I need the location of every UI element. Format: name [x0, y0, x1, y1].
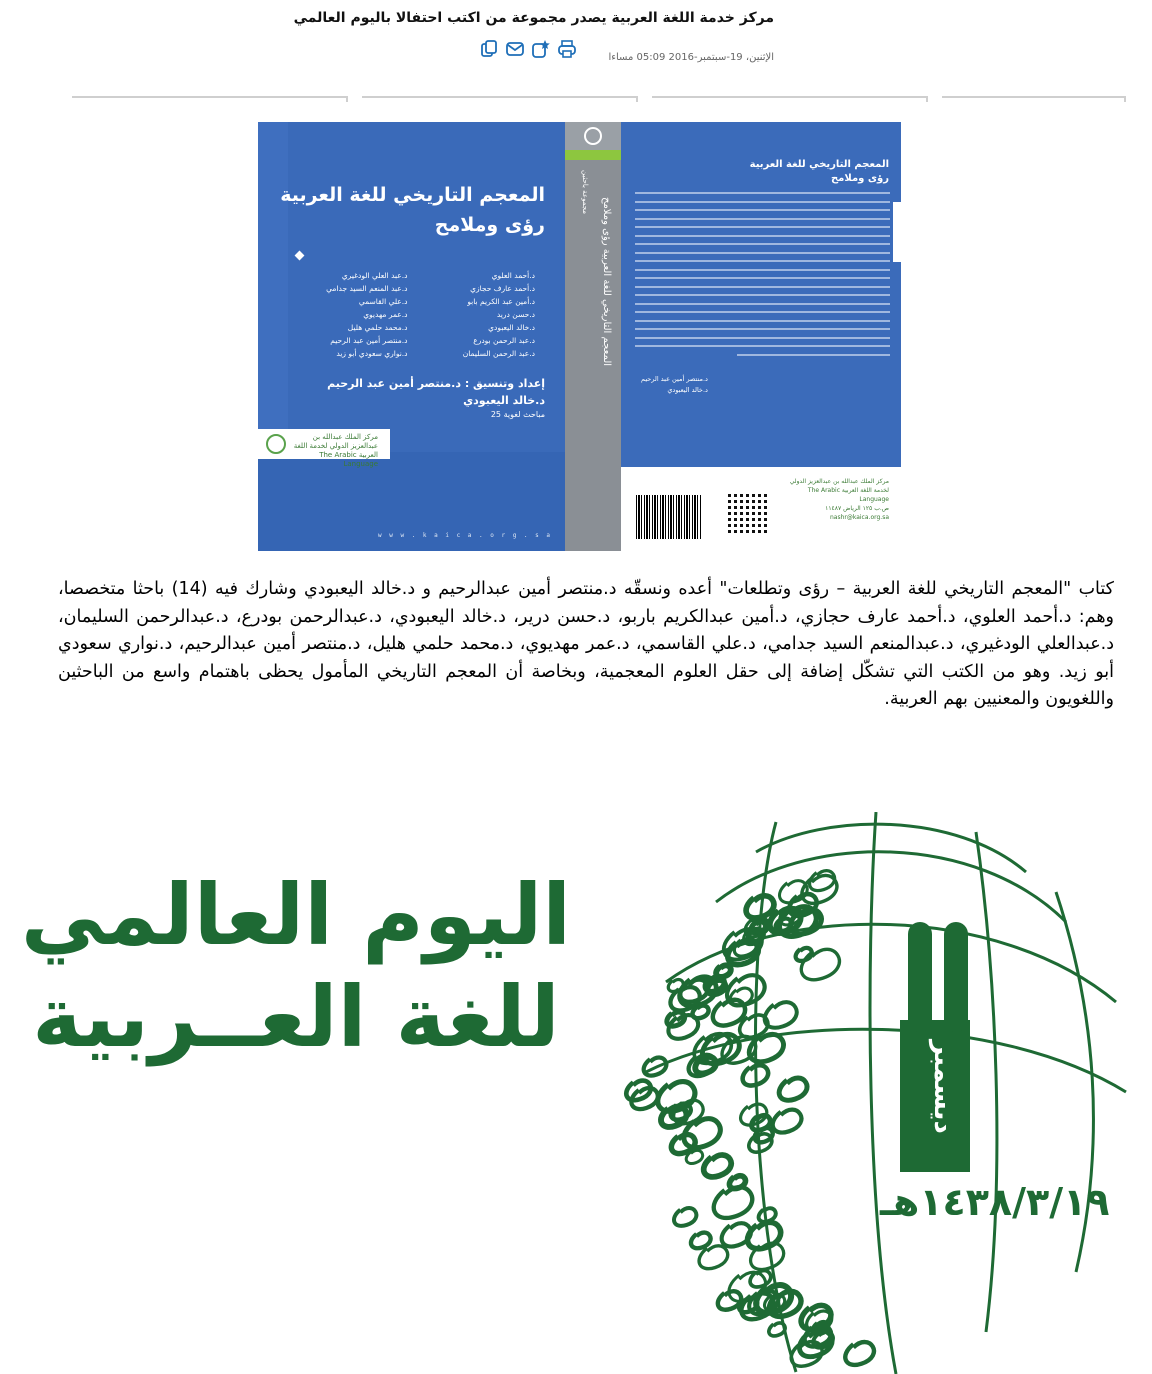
article-title: مركز خدمة اللغة العربية يصدر مجموعة من اكتب احتفالا باليوم العالمي [293, 10, 774, 26]
back-blurb-text [635, 192, 890, 362]
bookmark-button[interactable] [530, 38, 552, 60]
calligraphy-swirl [699, 1246, 728, 1269]
article-date: الإثنين، 19-سبتمبر-2016 05:09 مساءا [608, 52, 774, 63]
calligraphy-swirl [801, 949, 839, 979]
contributors-list: د.أحمد العلوي د.عبد العلي الودغيري د.أحمد عارف حجازي د.عبد المنعم السيد جدامي د.أمين عبد الكريم بابو د.علي القاسمي د.حسن دريد د.عمر مهديوي د.خالد اليعبودي د.محمد حلمي هليل د.عبد الرحمن بودرع د.منتصر أمين عبد الرحيم د.عبد الرحمن السليمان د.نواري سعودي أبو زيد [326, 271, 535, 358]
calligraphy-swirl [746, 896, 774, 918]
calligraphy-globe-icon [596, 812, 1130, 1374]
calligraphy-swirl [686, 1150, 702, 1163]
bookmark-star-icon [531, 39, 551, 59]
tab-1[interactable] [72, 96, 348, 98]
calligraphy-swirl [759, 1208, 776, 1222]
print-button[interactable] [556, 38, 578, 60]
back-title: المعجم التاريخي للغة العربية رؤى وملامح [749, 159, 889, 184]
spine-title: المعجم التاريخي للغة العربية رؤى وملامح [601, 197, 612, 367]
barcode-icon [636, 495, 702, 539]
email-button[interactable] [504, 38, 526, 60]
calligraphy-swirl [769, 1323, 785, 1336]
series-label: مباحث لغوية 25 [490, 410, 545, 419]
article-toolbar [478, 38, 578, 60]
calligraphy-swirl [714, 1187, 753, 1218]
calligraphy-swirl [729, 1176, 745, 1189]
copy-icon [479, 39, 499, 59]
calligraphy-swirl [704, 1155, 731, 1177]
publisher-logo: مركز الملك عبدالله بن عبدالعزيز الدولي لخدمة اللغة العربية The Arabic Language [258, 429, 390, 459]
email-icon [505, 39, 525, 59]
book-front-cover [258, 122, 565, 551]
back-publisher: مركز الملك عبدالله بن عبدالعزيز الدولي لخدمة اللغة العربية The Arabic Language ص.ب ١٢٥ الرياض ١١٤٨٧ nashr@kaica.org.sa [789, 478, 889, 521]
tab-4[interactable] [942, 96, 1126, 98]
spine-emblem-icon [584, 127, 602, 145]
calligraphy-swirl [845, 1342, 874, 1365]
book-cover-image [258, 122, 901, 551]
banner-month: ديسمبر [928, 1040, 958, 1134]
calligraphy-swirl [691, 1233, 711, 1249]
tab-3[interactable] [652, 96, 928, 98]
publisher-url: w w w . k a i c a . o r g . s a [378, 532, 552, 539]
back-editors: د.منتصر أمين عبد الرحيم د.خالد اليعبودي [641, 375, 708, 394]
article-body: كتاب "المعجم التاريخي للغة العربية – رؤى وتطلعات" أعده ونسقّه د.منتصر أمين عبدالرحيم و د.خالد اليعبودي وشارك فيه (14) باحثا متخصصا، وهم: د.أحمد العلوي، د.أحمد عارف حجازي، د.أمين عبدالكريم باربو، د.حسن درير، د.خالد اليعبودي، د.عبدالرحمن بودرع، د.عبدالرحمن السليمان، د.عبدالعلي الودغيري، د.عبدالمنعم السيد جدامي، د.علي القاسمي، د.عمر مهديوي، د.محمد حلمي هليل، د.منتصر أمين عبدالرحيم، د.نواري سعودي أبو زيد. وهو من الكتب التي تشكّل إضافة إلى حقل العلوم المعجمية، وبخاصة أن المعجم التاريخي المأمول يحظى باهتمام واسع من الباحثين واللغويون والمعنيين بهم العربية. [58, 579, 1114, 709]
banner-hijri-date: ١٤٣٨/٣/١٩هـ [880, 1180, 1110, 1224]
banner-title: اليوم العالمي للغة العــربية [20, 866, 572, 1066]
print-icon [557, 39, 577, 59]
front-editors: إعداد وتنسيق : د.منتصر أمين عبد الرحيم د.خالد اليعبودي [327, 377, 545, 407]
book-back-cover [621, 122, 901, 551]
calligraphy-swirl [779, 1078, 807, 1100]
tab-2[interactable] [362, 96, 638, 98]
tab-strip [72, 96, 1126, 102]
book-spine [565, 122, 621, 551]
copy-button[interactable] [478, 38, 500, 60]
calligraphy-swirl [773, 1110, 802, 1133]
front-title: المعجم التاريخي للغة العربية رؤى وملامح [280, 184, 545, 236]
calligraphy-swirl [674, 1208, 696, 1226]
qr-code-icon [725, 491, 767, 533]
spine-series: مجموعة باحثين [581, 170, 589, 215]
publisher-emblem-icon [266, 434, 286, 454]
arabic-day-banner [0, 812, 1152, 1374]
